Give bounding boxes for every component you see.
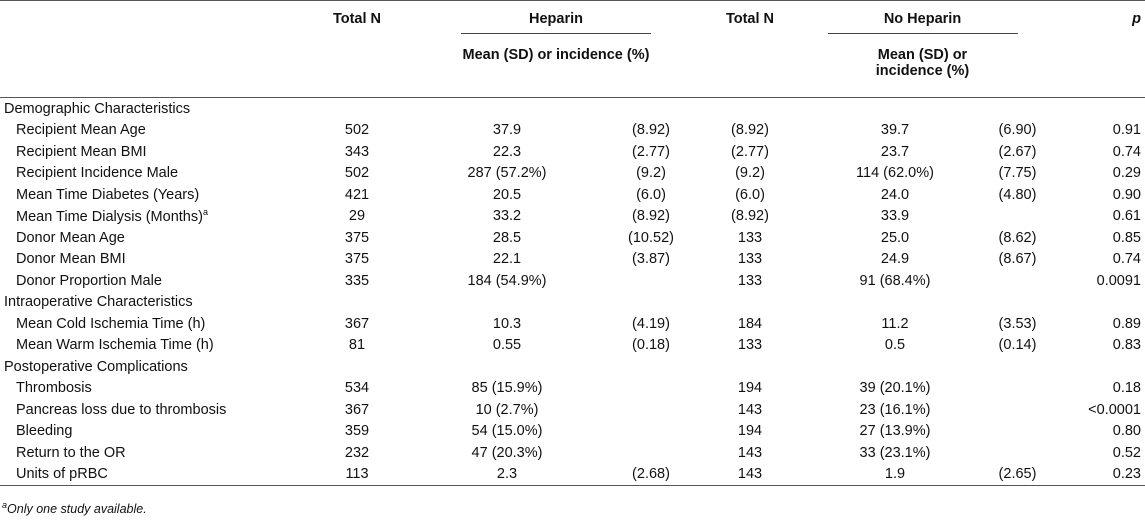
cell-heparin-sd [602,421,700,443]
cell-heparin-sd: (4.19) [632,315,670,332]
cell-no-heparin-mean: 24.9 [880,251,910,268]
footnote-marker: a [2,500,8,510]
cell-p-value: 0.90 [1112,186,1141,203]
cell-heparin-sd: (2.68) [602,464,700,486]
row-label: Recipient Mean BMI [16,143,147,160]
row-label: Donor Mean Age [16,229,125,246]
table-row [0,378,1145,400]
cell-no-heparin-sd [990,206,1045,228]
cell-heparin-mean: 287 (57.2%) [467,165,547,182]
header-total-n-heparin: Total N [332,11,382,27]
cell-heparin-mean: 2.3 [412,464,602,486]
cell-heparin-mean: 37.9 [492,122,522,139]
cell-no-heparin-mean: 11.2 [881,315,909,332]
header-no-heparin-group [800,1,1045,46]
table-row [0,227,1145,249]
section-header-row [0,98,1145,120]
table-row [0,399,1145,421]
cell-p-value: 0.52 [1112,444,1141,461]
table-row [0,206,1145,228]
cell-total-n-no-heparin: (9.2) [735,165,765,182]
cell-no-heparin-mean: 33.9 [880,208,910,225]
cell-total-n-heparin: 81 [348,337,366,354]
row-label: Donor Proportion Male [16,272,162,289]
table-row [0,163,1145,185]
cell-total-n-heparin: 502 [344,165,370,182]
cell-heparin-mean: 85 (15.9%) [471,380,543,397]
cell-p-value: 0.85 [1112,229,1141,246]
cell-heparin-sd: (3.87) [632,251,670,268]
header-no-heparin: No Heparin [828,11,1018,34]
cell-heparin-sd [602,378,700,400]
cell-heparin-mean: 22.1 [492,251,522,268]
row-label [0,206,302,228]
cell-total-n-heparin: 343 [344,143,370,160]
cell-p-value: 0.61 [1112,208,1141,225]
cell-no-heparin-sd: (2.65) [990,464,1045,486]
row-label: Mean Cold Ischemia Time (h) [16,315,206,332]
table-footnote [2,500,147,516]
cell-total-n-no-heparin: 194 [737,423,763,440]
cell-heparin-sd [602,399,700,421]
cell-no-heparin-sd [990,421,1045,443]
cell-p-value: <0.0001 [1088,401,1141,418]
cell-p-value: 0.91 [1112,122,1141,139]
header-total-n-no-heparin: Total N [725,11,775,27]
cell-heparin-sd: (0.18) [632,337,670,354]
cell-heparin-sd: (8.92) [632,122,670,139]
table-row [0,270,1145,292]
row-label: Pancreas loss due to thrombosis [16,401,227,418]
cell-no-heparin-mean: 1.9 [800,464,990,486]
cell-p-value: 0.18 [1112,380,1141,397]
cell-total-n-heparin: 502 [344,122,370,139]
table-row [0,120,1145,142]
cell-p-value: 0.0091 [1096,272,1141,289]
table-row [0,141,1145,163]
cell-heparin-mean: 184 (54.9%) [467,272,547,289]
cell-total-n-no-heparin: 143 [737,444,763,461]
cell-no-heparin-sd: (0.14) [998,337,1037,354]
cell-p-value: 0.29 [1112,165,1141,182]
section-title: Intraoperative Characteristics [4,294,193,311]
cell-no-heparin-sd: (8.67) [998,251,1037,268]
cell-no-heparin-sd: (7.75) [998,165,1037,182]
cell-heparin-sd: (10.52) [628,229,674,246]
cell-total-n-heparin: 335 [344,272,370,289]
cell-no-heparin-sd: (6.90) [998,122,1037,139]
section-header-row [0,356,1145,378]
table-row [0,335,1145,357]
cell-no-heparin-sd [990,270,1045,292]
header-heparin-mean-sd: Mean (SD) or incidence (%) [412,45,700,98]
row-label: Return to the OR [16,444,126,461]
cell-no-heparin-sd: (4.80) [998,186,1037,203]
cell-total-n-heparin: 375 [344,229,370,246]
cell-total-n-no-heparin: 133 [737,229,763,246]
cell-no-heparin-mean: 0.5 [884,337,906,354]
cell-no-heparin-mean: 24.0 [880,186,910,203]
cell-no-heparin-mean: 33 (23.1%) [859,444,931,461]
header-no-heparin-mean-sd-line2: incidence (%) [875,63,970,79]
header-blank [0,1,302,46]
cell-total-n-heparin: 29 [348,208,366,225]
header-no-heparin-mean-sd [800,45,1045,98]
cell-heparin-mean: 54 (15.0%) [471,423,543,440]
cell-heparin-sd [602,270,700,292]
row-label: Recipient Mean Age [16,122,146,139]
row-label: Recipient Incidence Male [16,165,179,182]
cell-total-n-no-heparin: 194 [737,380,763,397]
cell-no-heparin-mean: 91 (68.4%) [859,272,931,289]
cell-p-value: 0.74 [1112,251,1141,268]
cell-heparin-mean: 22.3 [492,143,522,160]
footnote-marker: a [202,207,208,218]
cell-heparin-sd: (2.77) [632,143,670,160]
table-row [0,442,1145,464]
cell-heparin-sd: (6.0) [636,186,666,203]
cell-total-n-no-heparin: 133 [737,251,763,268]
cell-no-heparin-mean: 23 (16.1%) [859,401,931,418]
row-label: Mean Warm Ischemia Time (h) [16,337,214,354]
cell-total-n-no-heparin: (8.92) [731,122,769,139]
cell-heparin-mean: 10 (2.7%) [475,401,539,418]
cell-p-value: 0.83 [1112,337,1141,354]
cell-no-heparin-mean: 27 (13.9%) [859,423,931,440]
cell-no-heparin-sd: (3.53) [998,315,1037,332]
cell-heparin-mean: 10.3 [492,315,522,332]
cell-heparin-mean: 0.55 [492,337,522,354]
header-heparin-group [412,1,700,46]
header-heparin: Heparin [461,11,651,34]
cell-total-n-heparin: 375 [344,251,370,268]
cell-no-heparin-sd [990,442,1045,464]
section-title: Postoperative Complications [4,358,188,375]
cell-total-n-no-heparin: (8.92) [731,208,769,225]
cell-p-value: 0.89 [1112,315,1141,332]
cell-heparin-mean: 33.2 [492,208,522,225]
cell-total-n-no-heparin: 143 [737,401,763,418]
row-label: Donor Mean BMI [16,251,126,268]
cell-no-heparin-mean: 25.0 [880,229,910,246]
table-row [0,184,1145,206]
cell-heparin-sd: (9.2) [636,165,666,182]
section-title: Demographic Characteristics [4,100,191,117]
table-body [0,98,1145,486]
table-row [0,313,1145,335]
section-header-row [0,292,1145,314]
cell-no-heparin-sd [990,378,1045,400]
cell-total-n-no-heparin: 184 [737,315,763,332]
cell-p-value: 0.74 [1112,143,1141,160]
footnote-text: Only one study available. [7,502,147,517]
cell-heparin-mean: 28.5 [492,229,522,246]
row-label-text: Mean Time Dialysis (Months) [16,209,203,226]
cell-no-heparin-mean: 114 (62.0%) [856,165,934,182]
cell-p-value: 0.80 [1112,423,1141,440]
cell-total-n-heparin: 421 [344,186,370,203]
row-label: Mean Time Diabetes (Years) [16,186,200,203]
cell-no-heparin-sd [990,399,1045,421]
cell-total-n-heparin: 359 [344,423,370,440]
table-row [0,464,1145,486]
cell-heparin-mean: 20.5 [492,186,522,203]
cell-total-n-heparin: 232 [344,444,370,461]
header-p: p [1132,11,1141,27]
cell-total-n-no-heparin: 143 [700,464,800,486]
cell-p-value: 0.23 [1045,464,1145,486]
cell-total-n-no-heparin: (2.77) [731,143,769,160]
cell-total-n-no-heparin: (6.0) [735,186,765,203]
row-label: Units of pRBC [0,464,302,486]
header-no-heparin-mean-sd-line1: Mean (SD) or [877,47,968,63]
cell-total-n-heparin: 534 [344,380,370,397]
cell-no-heparin-sd: (2.67) [998,143,1037,160]
row-label: Bleeding [16,423,73,440]
cell-no-heparin-sd: (8.62) [998,229,1037,246]
cell-no-heparin-mean: 23.7 [880,143,910,160]
cell-no-heparin-mean: 39 (20.1%) [859,380,931,397]
cell-heparin-mean: 47 (20.3%) [471,444,543,461]
cell-total-n-heparin: 113 [302,464,412,486]
cell-total-n-no-heparin: 133 [737,272,763,289]
cell-total-n-heparin: 367 [344,315,370,332]
row-label: Thrombosis [16,380,92,397]
table-header [0,1,1145,98]
cell-heparin-sd: (8.92) [632,208,670,225]
table-row [0,249,1145,271]
table-row [0,421,1145,443]
cell-total-n-no-heparin: 133 [737,337,763,354]
cell-no-heparin-mean: 39.7 [880,122,910,139]
cell-heparin-sd [602,442,700,464]
cell-total-n-heparin: 367 [344,401,370,418]
